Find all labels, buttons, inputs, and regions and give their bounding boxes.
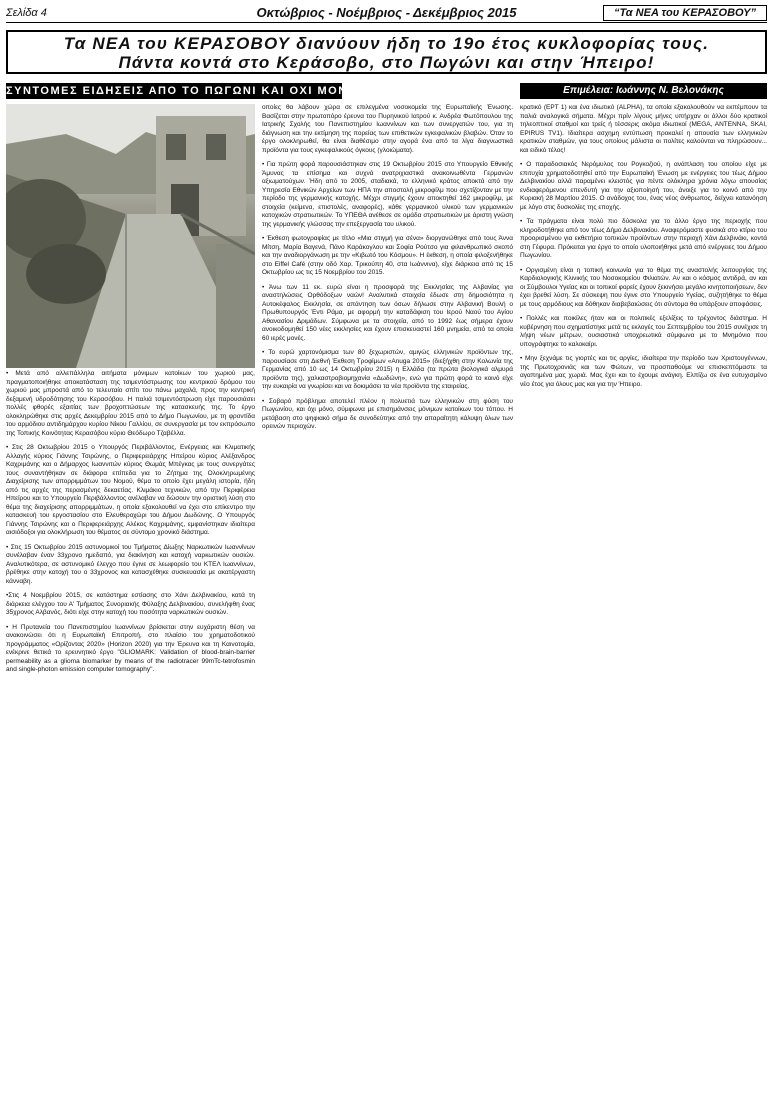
news-item: • Πολλές και ποικίλες ήταν και οι πολιτικές εξελίξεις το τρέχοντος διάστημα. Η κυβέρνηση που σχηματίστηκε μετά τις εκλογές του Σεπτεμβρίου του 2015 συνέχισε τη λήψη νέων μέτρων, ουσιαστικά υποχρεωτικά σύμφωνα με το Μνημόνιο που υπογράφτηκε το καλοκαίρι. <box>520 315 767 348</box>
page-number: Σελίδα 4 <box>6 7 47 19</box>
news-item: οποίες θα λάβουν χώρα σε επιλεγμένα νοσοκομεία της Ευρωπαϊκής Ένωσης. Βασίζεται στην πρωτοπόρο έρευνα του Πυρηνικού Ιατρού κ. Ανδρέα Φωτόπουλου της Ιατρικής Σχολής του Πανεπιστημίου Ιωαννίνων και των συνεργατών του, για τη διάγνωση και την εκτίμηση της πορείας των επιθετικών εγκεφαλικών βλαβών. Όταν το έργο ολοκληρωθεί, θα είναι διαθέσιμο στην αγορά ένα από τα λίγα διαγνωστικά προϊόντα για τους εγκεφαλικούς όγκους (γλοιώματα). <box>262 104 513 154</box>
news-item: • Στις 28 Οκτωβρίου 2015 ο Υπουργός Περιβάλλοντος, Ενέργειας και Κλιματικής Αλλαγής κύριος Γιάννης Τσιρώνης, ο Περιφερειάρχης Ηπείρου κύριος Αλέξανδρος Καχριμάνης και ο Δήμαρχος Ιωαννιτών κύριος Θωμάς Μπέγκας με τους συνεργάτες τους συναντήθηκαν σε διάφορα επίπεδα για το Ζήτημα της Ολοκληρωμένης Διαχείρισης των απορριμμάτων του Νομού, θέμα το οποίο έχει μεγάλη ιστορία, ήδη από τις αρχές της περασμένης δεκαετίας. Κλιμάκιο τεχνικών, από την Περιφέρεια Ηπείρου και το Υπουργείο Περιβάλλοντος ανέλαβαν να δώσουν την οριστική λύση στο θέμα της διαχείρισης απορριμμάτων, η οποία εξακολουθεί να έχει στο επίκεντρο την κατασκευή του εργοστασίου στο Ελευθεροχώρι του Δήμου Δωδώνης. Ο Υπουργός Γιάννης Τσιρώνης και ο Περιφερειάρχης Αλέκος Καχριμάνης, εμφανίστηκαν ιδιαίτερα αισιόδοξοι για ολοκλήρωση του θέματος σε σύντομο χρονικό διάστημα. <box>6 444 255 536</box>
news-item: • Έκθεση φωτογραφίας με τίτλο «Μια στιγμή για σένα» διοργανώθηκε από τους Άννα Μίτση, Μαρία Βαγενά, Πάνο Καράκογλου και Σοφία Ρούτσο για φιλανθρωπικό σκοπό και την αναδιοργάνωση με την «Κιβωτό του Κόσμου». Η έκθεση, η οποία φιλοξενήθηκε στο Eiffel Café (στην οδό Χαρ. Τρικούπη 40, στα Ιωάννινα), είχε διάρκεια από τις 15 Οκτωβρίου ως τις 15 Νοεμβρίου του 2015. <box>262 235 513 276</box>
headline-line-1: Τα ΝΕΑ του ΚΕΡΑΣΟΒΟΥ διανύουν ήδη το 19ο έτος κυκλοφορίας τους. <box>63 34 710 53</box>
news-item: • Άνω των 11 εκ. ευρώ είναι η προσφορά της Εκκλησίας της Αλβανίας για αναστηλώσεις Ορθόδοξων ναών! Αναλυτικά στοιχεία έδωσε στη δημοσιότητα η Αυτοκέφαλος Εκκλησία, σε απάντηση των όσων δήλωσε στην Αλβανική Βουλή ο Πρωθυπουργός Έντι Ράμα, με αφορμή την καταδάφιση του Ιερού Ναού του Αγίου Αθανασίου Δριμάδων. Σύμφωνα με τα στοιχεία, από το 1992 έως σήμερα έχουν ανοικοδομηθεί 150 νέες εκκλησίες και έχουν επισκευαστεί 160 μνημεία, από τα οποία 60 ιερές μονές. <box>262 283 513 342</box>
column-1 <box>6 370 255 1106</box>
news-item: • Τα πράγματα είναι πολύ πιο δύσκολα για το άλλο έργο της περιοχής που κληροδοτήθηκε από τον τέως Δήμο Δελβινακίου. Αναφερόμαστε φυσικά στο κτίριο του προορισμένου για εκθετήριο τοπικών προϊόντων στην περιοχή Χάνι Δελβινάκι, κοντά στη Γέφυρα. Πρόκειται για έργο το οποίο υλοποιήθηκε μετά από ενέργειες του Δήμου Πωγωνίου. <box>520 218 767 259</box>
news-item: • Η Πρυτανεία του Πανεπιστημίου Ιωαννίνων βρίσκεται στην ευχάριστη θέση να ανακοινώσει ότι η Ευρωπαϊκή Επιτροπή, στο πλαίσιο του χρηματοδοτικού προγράμματος «Ορίζοντας 2020» (Horizon 2020) για την Έρευνα και τη Καινοτομία, ενέκρινε θετικά το ερευνητικό έργο "GLIOMARK: Validation of blood-brain-barrier permeability as a glioma biomarker by means of the radiotracer 99mTc-tetrofosmin and single-photon emission computer tomography". <box>6 623 255 673</box>
news-item: κρατικό (ΕΡΤ 1) και ένα ιδιωτικό (ALPHA), τα οποία εξακολουθούν να εκπέμπουν τα παλιά αναλογικά σήματα. Μέχρι πρίν λίγους μήνες υπήρχαν οι άλλοι δύο κρατικοί τηλεοπτικοί σταθμοί και τρείς ή τέσσερις ακόμα ιδιωτικοί (MEGA, ANTENNA, SKAI, EPIRUS TV1). Ιδιαίτερα ασχημη εντύπωση προκαλεί η απουσία των ελληνικών κρατικών σταθμών, για τους οποίους μάλιστα οι πολίτες καλούνται να πληρώσουν... και ειδικό τέλος! <box>520 104 767 154</box>
headline-line-2: Πάντα κοντά στο Κεράσοβο, στο Πωγώνι και στην Ήπειρο! <box>118 53 655 72</box>
column-2 <box>262 104 513 1107</box>
section-title: ΣΥΝΤΟΜΕΣ ΕΙΔΗΣΕΙΣ ΑΠΟ ΤΟ ΠΩΓΩΝΙ ΚΑΙ ΟΧΙ ΜΟΝΟ <box>6 85 358 97</box>
news-item: •Στις 4 Νοεμβρίου 2015, σε κατάστημα εστίασης στο Χάνι Δελβινακίου, κατά τη διάρκεια ελέγχου του Α' Τμήματος Συνοριακής Φύλαξης Δελβινακίου, συνελήφθη ένας 35χρονος Αλβανός, διότι είχε στην κατοχή του ποσότητα ναρκωτικών ουσιών. <box>6 592 255 616</box>
news-item: • Ο παραδοσιακός Νερόμυλος του Ρογκοζιού, η ανάπλαση του οποίου είχε με επιτυχία χρηματοδοτηθεί από την Ευρωπαϊκή Ένωση με ενέργειες του τέως Δήμου Δελβινακίου αλλά παραμένει κλειστός για πέντε ολόκληρα χρόνια λόγω απουσίας ενδιαφερόμενου επενδυτή για την αξιοποίησή του, άνοιξε για το κοινό από την Κυριακή 28 Μαρτίου 2015. Ο ανάδοχος του, ένας νέος άνθρωπος, δείχνει κατανόηση με λόγο στις δυσκολίες της εποχής. <box>520 161 767 211</box>
news-item: • Το ευρώ χαρτονόμισμα των 80 ξεχωριστών, αμιγώς ελληνικών προϊόντων της, παρουσίασε στη Διεθνή Έκθεση Τροφίμων «Anuga 2015» (διεξήχθη στην Κολωνία της Γερμανίας από 10 ως 14 Οκτωβρίου 2015) η Ελλάδα (τα πρώτα βιολογικά αλμυρά προϊόντα της), χαλκαστροβιομηχανία «Δωδώνη», ενώ για πρώτη φορά το κοινό είχε την ευκαιρία να γνωρίσει και να δοκιμάσει τα νέα προϊόντα της εταιρείας. <box>262 349 513 390</box>
news-item: • Μετά από αλλεπάλληλα αιτήματα μόνιμων κατοίκων του χωριού μας, πραγματοποιήθηκε αποκατάσταση της τσιμεντόστρωσης του κεντρικού δρόμου του χωριού μας μπροστά από το τελευταίο σπίτι του πάνω μαχαλά, προς την κεντρική δεξαμενή υδροδότησης του Κερασόβου. Η παλιά τσιμεντόστρωση είχε παρουσιάσει πολλές φθορές εξαιτίας των βροχοπτώσεων της κατασκευής της. Το έργο ολοκληρώθηκε στις αρχές Δεκεμβρίου 2015 από το Δήμο Πωγωνίου, με τη φροντίδα του αρμόδιου αντιδημάρχου κυρίου Νίκου Γαλλίου, σε συνεργασία με τον εκπρόσωπο της Τοπικής Κοινότητας Κερασόβου κύριο Θεόδωρο Τζαβέλλα. <box>6 370 255 437</box>
headline-box <box>6 30 767 74</box>
street-photo <box>6 104 255 368</box>
news-item: • Σοβαρό πρόβλημα αποτελεί πλέον η πολυετιά των ελληνικών στη φύση του Πωγωνίου, και όχι μόνο, σύμφωνα με επισημάνσεις μόνιμων κατοίκων του τόπου. Η μετάβαση στο ψηφιακό σήμα δε συνοδεύτηκε από την απαραίτητη κάλυψη όλων των ορεινών περιοχών. <box>262 397 513 430</box>
news-item: • Μην ξεχνάμε τις γιορτές και τις αργίες, ιδιαίτερα την περίοδο των Χριστουγέννων, της Πρωτοχρονιάς και των Φώτων, να προσπαθούμε να επισκεπτόμαστε τα αγαπημένα μας χωριά. Μας έχει και το έχουμε ανάγκη. Ελπίζω σε ένα ευτυχισμένο νέο έτος για όλους μας και για την Ήπειρο. <box>520 355 767 388</box>
issue-date: Οκτώβριος - Νοέμβριος - Δεκέμβριος 2015 <box>256 5 517 20</box>
news-item: • Στις 15 Οκτωβρίου 2015 αστυνομικοί του Τμήματος Δίωξης Ναρκωτικών Ιωαννίνων συνέλαβαν έναν 33χρονο ημεδαπό, για διακίνηση και κατοχή ναρκωτικών ουσιών. Αναλυτικότερα, σε αστυνομικό έλεγχο που έγινε σε λεωφορείο του ΚΤΕΛ Ιωαννίνων, βρέθηκε στην κατοχή του ο 33χρονος και κατασχέθηκε συσκευασία με ακατέργαστη κάνναβη. <box>6 543 255 585</box>
news-item: • Οργισμένη είναι η τοπική κοινωνία για το θέμα της αναστολής λειτουργίας της Καρδιολογικής Κλινικής του Νοσοκομείου Φιλιατών. Αν και ο κόσμος αντιδρά, αν και οι Σύμβουλοι Υγείας και οι τοπικοί φορείς έχουν ξεκινήσει μεγάλο κινητοποιήσεων, δεν έχει βρεθεί λύση. Σε σύσκεψη που έγινε στο Υπουργείο Υγείας, συζητήθηκε το θέμα με τους αρμόδιους και δόθηκαν διαβεβαιώσεις ότι σύντομα θα υπάρξουν αποφάσεις. <box>520 266 767 308</box>
news-item: • Για πρώτη φορά παρουσιάστηκαν στις 19 Οκτωβρίου 2015 στο Υπουργείο Εθνικής Άμυνας τα επίσημα και συχνά ανατριχιαστικά ανακοινωθέντα Γερμανών αξιωματούχων. Ήδη από το 2005, σταδιακά, το ελληνικό κράτος αποκτά από την Υπηρεσία Εθνικών Αρχείων των ΗΠΑ την αποστολή μικροφίλμ που σχετίζονταν με την περίοδο της γερμανικής κατοχής. Μέχρι στιγμής έχουν αποκτηθεί 162 μικροφίλμ, με στοιχεία (κείμενα, επιστολές, αναφορές), κάθε γερμανικού υλικού των γερμανικών κατοχικών στρατιωτικών. Το ΥΠΕΘΑ ανέθεσε σε ομάδα στρατιωτικών με άριστη γνώση της γερμανικής γλώσσας την επεξεργασία του υλικού. <box>262 161 513 228</box>
newspaper-name: “Τα ΝΕΑ του ΚΕΡΑΣΟΒΟΥ” <box>603 5 767 21</box>
editor-credit: Επιμέλεια: Ιωάννης Ν. Βελονάκης <box>520 83 767 99</box>
header-rule <box>6 22 767 23</box>
column-3 <box>520 104 767 1107</box>
